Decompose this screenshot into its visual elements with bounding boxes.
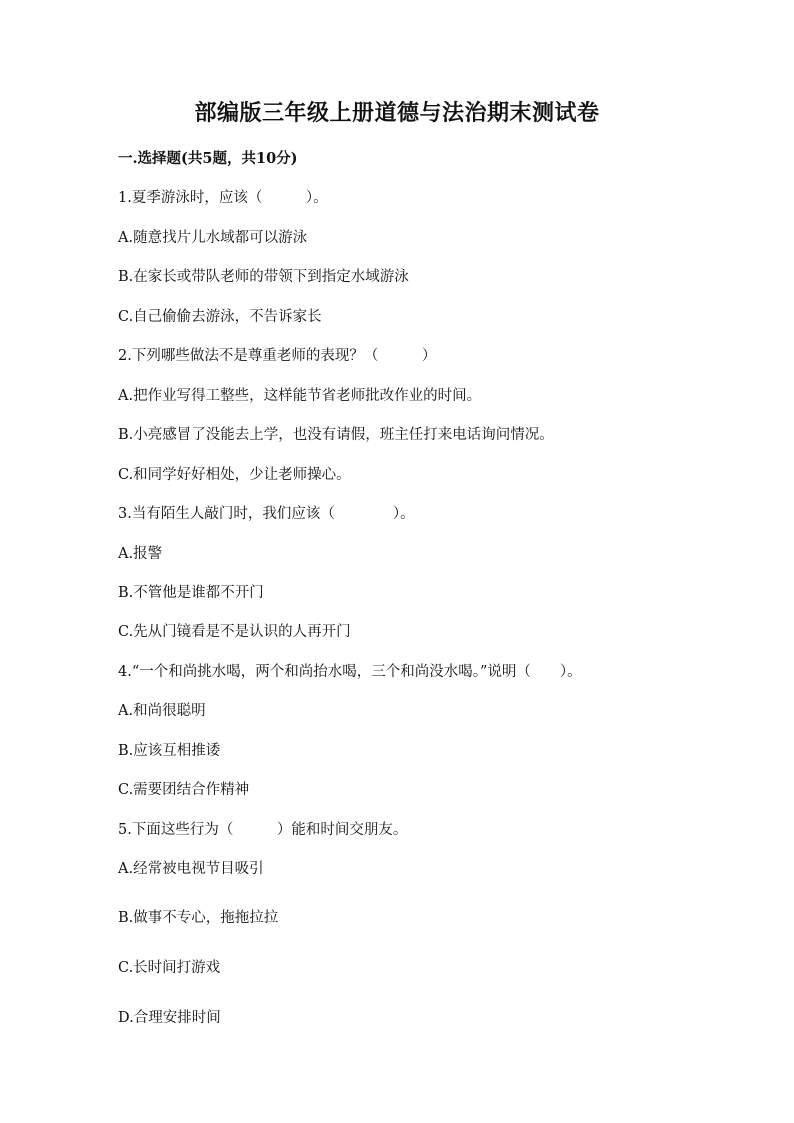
question-4-option-c: C.需要团结合作精神 — [118, 782, 250, 798]
question-3-option-c: C.先从门镜看是不是认识的人再开门 — [118, 624, 351, 640]
question-1-option-b: B.在家长或带队老师的带领下到指定水域游泳 — [118, 269, 409, 285]
question-2-option-b: B.小亮感冒了没能去上学，也没有请假，班主任打来电话询问情况。 — [118, 427, 554, 443]
question-5-stem: 5.下面这些行为（ ）能和时间交朋友。 — [118, 822, 408, 838]
question-4-option-a: A.和尚很聪明 — [118, 703, 206, 719]
page-title: 部编版三年级上册道德与法治期末测试卷 — [194, 100, 600, 126]
question-2-option-a: A.把作业写得工整些，这样能节省老师批改作业的时间。 — [118, 388, 482, 404]
question-2-option-c: C.和同学好好相处，少让老师操心。 — [118, 467, 351, 483]
section-heading: 一.选择题(共5题，共10分) — [118, 150, 298, 167]
question-4-option-b: B.应该互相推诿 — [118, 743, 221, 759]
question-5-option-c: C.长时间打游戏 — [118, 960, 221, 976]
question-3-stem: 3.当有陌生人敲门时，我们应该（ ）。 — [118, 506, 415, 522]
question-1-option-c: C.自己偷偷去游泳，不告诉家长 — [118, 309, 322, 325]
question-3-option-b: B.不管他是谁都不开门 — [118, 585, 264, 601]
question-5-option-a: A.经常被电视节目吸引 — [118, 861, 264, 877]
question-1-option-a: A.随意找片儿水域都可以游泳 — [118, 230, 308, 246]
question-3-option-a: A.报警 — [118, 546, 163, 562]
question-4-stem: 4.“一个和尚挑水喝，两个和尚抬水喝，三个和尚没水喝。”说明（ ）。 — [118, 664, 582, 680]
question-5-option-d: D.合理安排时间 — [118, 1010, 221, 1026]
question-2-stem: 2.下列哪些做法不是尊重老师的表现？（ ） — [118, 348, 437, 364]
question-5-option-b: B.做事不专心，拖拖拉拉 — [118, 910, 279, 926]
question-1-stem: 1.夏季游泳时，应该（ ）。 — [118, 190, 328, 206]
